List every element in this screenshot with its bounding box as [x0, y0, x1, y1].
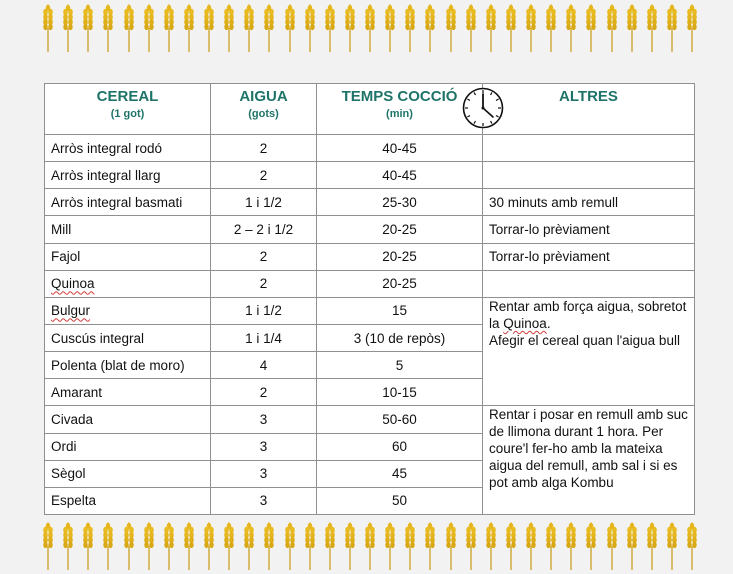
table-row	[45, 216, 695, 243]
water-cell: 2	[211, 379, 317, 406]
table-row	[45, 189, 695, 216]
header-time: TEMPS COCCIÓ (min)	[317, 84, 483, 135]
wheat-icon	[604, 4, 620, 52]
time-cell: 50-60	[317, 406, 483, 433]
clock-icon	[462, 87, 504, 129]
water-cell: 2	[211, 270, 317, 297]
water-cell: 1 i 1/2	[211, 297, 317, 324]
wheat-icon	[121, 4, 137, 52]
cereal-name: Cuscús integral	[45, 324, 211, 351]
wheat-icon	[523, 522, 539, 570]
wheat-icon	[60, 4, 76, 52]
note-group-soaking: Rentar i posar en remull amb suc de llimona durant 1 hora. Per coure'l fer-ho amb la mateixa aigua del remull, amb sal i si es pot amb alga Kombu	[483, 406, 695, 515]
note-cell	[483, 162, 695, 189]
wheat-icon	[422, 522, 438, 570]
cereal-name: Sègol	[45, 460, 211, 487]
time-cell: 25-30	[317, 189, 483, 216]
table-row	[45, 406, 695, 433]
water-cell: 2 – 2 i 1/2	[211, 216, 317, 243]
wheat-icon	[40, 4, 56, 52]
table-row	[45, 270, 695, 297]
wheat-icon	[684, 522, 700, 570]
wheat-icon	[282, 4, 298, 52]
cooking-table	[44, 83, 695, 515]
wheat-icon	[523, 4, 539, 52]
wheat-icon	[463, 522, 479, 570]
time-cell: 40-45	[317, 135, 483, 162]
water-cell: 2	[211, 243, 317, 270]
wheat-icon	[382, 4, 398, 52]
header-time-sub: (min)	[386, 108, 413, 120]
time-cell: 10-15	[317, 379, 483, 406]
cereal-name: Polenta (blat de moro)	[45, 352, 211, 379]
wheat-icon	[362, 4, 378, 52]
time-cell: 20-25	[317, 243, 483, 270]
water-cell: 2	[211, 162, 317, 189]
wheat-icon	[181, 522, 197, 570]
wheat-icon	[181, 4, 197, 52]
cereal-name: Espelta	[45, 487, 211, 514]
wheat-icon	[503, 4, 519, 52]
header-row	[45, 84, 695, 135]
table-row	[45, 135, 695, 162]
header-water: AIGUA (gots)	[211, 84, 317, 135]
wheat-icon	[161, 4, 177, 52]
wheat-icon	[362, 522, 378, 570]
water-cell: 4	[211, 352, 317, 379]
time-cell: 3 (10 de repòs)	[317, 324, 483, 351]
wheat-border-top	[40, 2, 700, 52]
wheat-icon	[583, 4, 599, 52]
wheat-icon	[644, 522, 660, 570]
wheat-icon	[100, 522, 116, 570]
wheat-icon	[583, 522, 599, 570]
header-other: ALTRES	[483, 84, 695, 135]
cereal-name: Arròs integral llarg	[45, 162, 211, 189]
water-cell: 1 i 1/2	[211, 189, 317, 216]
time-cell: 45	[317, 460, 483, 487]
cereal-name: Arròs integral rodó	[45, 135, 211, 162]
wheat-icon	[402, 4, 418, 52]
header-cereal: CEREAL (1 got)	[45, 84, 211, 135]
note-cell: Torrar-lo prèviament	[483, 243, 695, 270]
wheat-icon	[443, 522, 459, 570]
wheat-icon	[664, 522, 680, 570]
wheat-icon	[382, 522, 398, 570]
wheat-icon	[624, 522, 640, 570]
wheat-icon	[543, 522, 559, 570]
wheat-icon	[282, 522, 298, 570]
wheat-icon	[161, 522, 177, 570]
water-cell: 2	[211, 135, 317, 162]
wheat-icon	[604, 522, 620, 570]
table-row	[45, 243, 695, 270]
wheat-icon	[302, 522, 318, 570]
wheat-icon	[80, 522, 96, 570]
cereal-name: Ordi	[45, 433, 211, 460]
wheat-icon	[221, 4, 237, 52]
cereal-name: Mill	[45, 216, 211, 243]
time-cell: 50	[317, 487, 483, 514]
header-water-sub: (gots)	[248, 108, 279, 120]
cereal-name: Arròs integral basmati	[45, 189, 211, 216]
note-cell	[483, 270, 695, 297]
note-cell	[483, 135, 695, 162]
wheat-icon	[624, 4, 640, 52]
time-cell: 15	[317, 297, 483, 324]
wheat-icon	[40, 522, 56, 570]
cereal-name: Civada	[45, 406, 211, 433]
wheat-icon	[483, 522, 499, 570]
wheat-border-bottom	[40, 520, 700, 570]
wheat-icon	[543, 4, 559, 52]
time-cell: 60	[317, 433, 483, 460]
wheat-icon	[503, 522, 519, 570]
wheat-icon	[563, 4, 579, 52]
time-cell: 20-25	[317, 270, 483, 297]
wheat-icon	[241, 522, 257, 570]
cereal-name: Amarant	[45, 379, 211, 406]
wheat-icon	[141, 4, 157, 52]
note-cell: 30 minuts amb remull	[483, 189, 695, 216]
time-cell: 40-45	[317, 162, 483, 189]
wheat-icon	[322, 522, 338, 570]
wheat-icon	[121, 522, 137, 570]
wheat-icon	[141, 522, 157, 570]
water-cell: 3	[211, 487, 317, 514]
wheat-icon	[443, 4, 459, 52]
time-cell: 20-25	[317, 216, 483, 243]
wheat-icon	[463, 4, 479, 52]
table-row	[45, 297, 695, 324]
note-cell: Torrar-lo prèviament	[483, 216, 695, 243]
note-group-washing: Rentar amb força aigua, sobretot la Quinoa. Afegir el cereal quan l'aigua bull	[483, 297, 695, 406]
water-cell: 3	[211, 433, 317, 460]
wheat-icon	[563, 522, 579, 570]
wheat-icon	[342, 522, 358, 570]
time-cell: 5	[317, 352, 483, 379]
wheat-icon	[402, 522, 418, 570]
wheat-icon	[644, 4, 660, 52]
wheat-icon	[80, 4, 96, 52]
cereal-name: Quinoa	[45, 270, 211, 297]
wheat-icon	[684, 4, 700, 52]
wheat-icon	[241, 4, 257, 52]
water-cell: 3	[211, 460, 317, 487]
wheat-icon	[261, 522, 277, 570]
water-cell: 1 i 1/4	[211, 324, 317, 351]
wheat-icon	[100, 4, 116, 52]
wheat-icon	[201, 522, 217, 570]
wheat-icon	[322, 4, 338, 52]
wheat-icon	[342, 4, 358, 52]
cereal-name: Fajol	[45, 243, 211, 270]
header-cereal-sub: (1 got)	[110, 108, 145, 120]
water-cell: 3	[211, 406, 317, 433]
wheat-icon	[422, 4, 438, 52]
wheat-icon	[664, 4, 680, 52]
wheat-icon	[221, 522, 237, 570]
cereal-name: Bulgur	[45, 297, 211, 324]
wheat-icon	[483, 4, 499, 52]
wheat-icon	[201, 4, 217, 52]
wheat-icon	[60, 522, 76, 570]
table-row	[45, 162, 695, 189]
wheat-icon	[261, 4, 277, 52]
wheat-icon	[302, 4, 318, 52]
